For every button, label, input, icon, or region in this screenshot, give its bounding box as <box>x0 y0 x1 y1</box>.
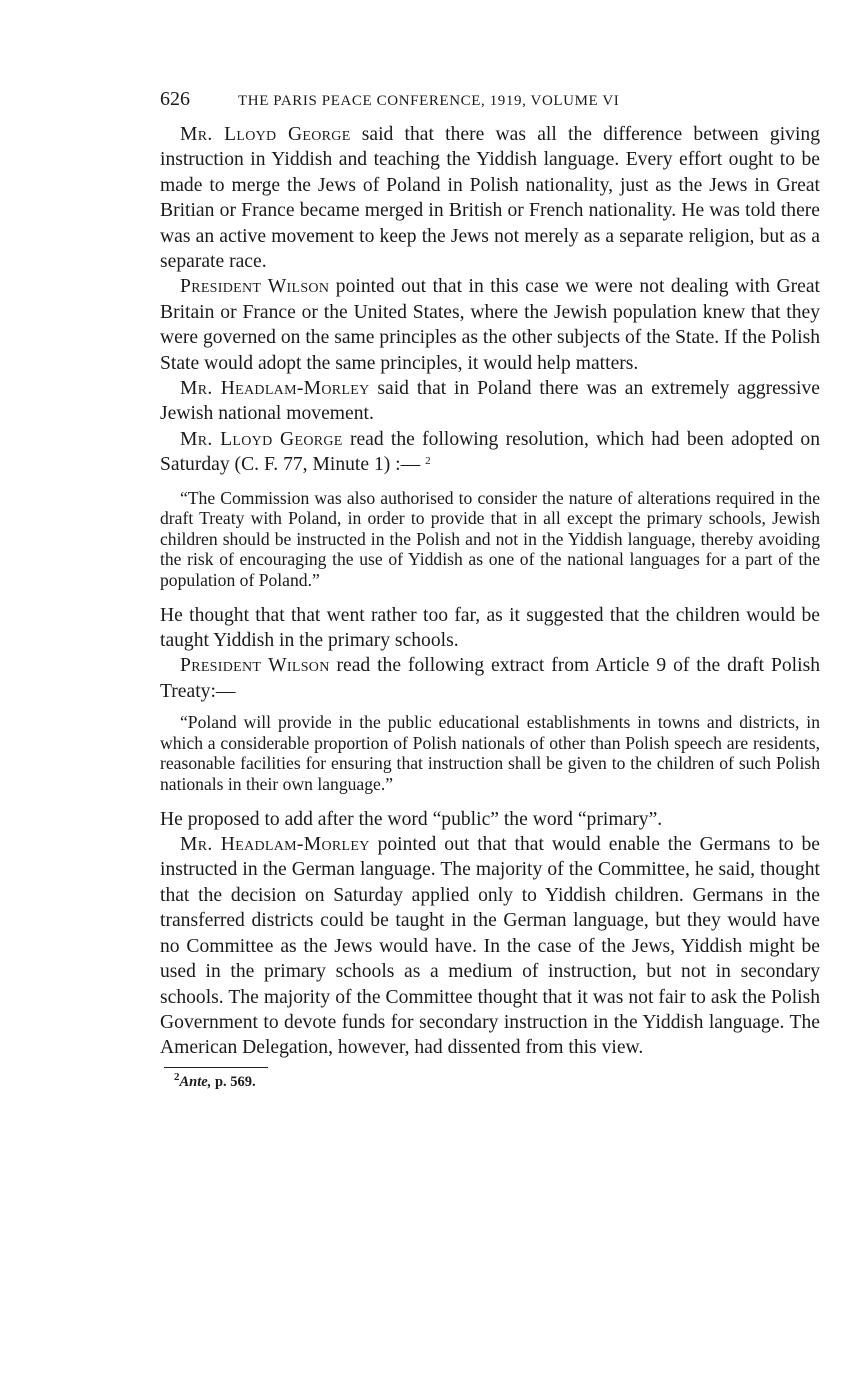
paragraph-lloyd-george-1 <box>160 122 820 274</box>
paragraph-text: pointed out that that would enable the Germans to be instructed in the German language. The majority of the Committee, he said, thought that the decision on Saturday applied only to Yiddish children. Germans in the transferred districts could be taught in the German language, but they would have no Committee as the Jews would have. In the case of the Jews, Yiddish might be used in the primary schools as a medium of instruction, but not in secondary schools. The majority of the Committee thought that it was not fair to ask the Polish Government to devote funds for secondary instruction in the Yiddish language. The American Delegation, however, had dissented from this view. <box>160 834 820 1059</box>
paragraph-headlam-morley-1 <box>160 376 820 427</box>
footnote-divider <box>164 1067 268 1068</box>
footnote-reference[interactable]: 2 <box>425 455 431 468</box>
paragraph-text: said that in Poland there was an extremely aggressive Jewish national movement. <box>160 378 820 425</box>
paragraph-text: said that there was all the difference between giving instruction in Yiddish and teaching the Yiddish language. Every effort ought to be made to merge the Jews of Poland in Polish nationality, just as the Jews in Great Britian or France became merged in British or French nationality. He was told there was an active movement to keep the Jews not merely as a separate religion, but as a separate race. <box>160 124 820 273</box>
block-quote-article-9: “Poland will provide in the public educational establishments in towns and districts, in which a considerable proportion of Polish nationals of other than Polish speech are residents, reasonable facilities for ensuring that instruction shall be given to the children of such Polish nationals in their own language.” <box>160 712 820 795</box>
page-number: 626 <box>160 88 190 110</box>
paragraph-continuation-2: He proposed to add after the word “public” the word “primary”. <box>160 808 663 830</box>
footnote <box>174 1070 820 1091</box>
speaker-name: Mr. Headlam-Morley <box>180 378 370 400</box>
block-quote-resolution: “The Commission was also authorised to consider the nature of alterations required in the draft Treaty with Poland, in order to provide that in all except the primary schools, Jewish children should be instructed in the Polish and not in the Yiddish language, thereby avoiding the risk of encouraging the use of Yiddish as one of the national languages for a part of the population of Poland.” <box>160 487 820 591</box>
speaker-name: President Wilson <box>180 655 330 677</box>
footnote-marker: 2 <box>174 1070 180 1083</box>
paragraph-lloyd-george-2 <box>160 427 820 478</box>
speaker-name: President Wilson <box>180 276 330 298</box>
paragraph-wilson-2 <box>160 653 820 704</box>
speaker-name: Mr. Lloyd George <box>180 428 343 450</box>
footnote-page: p. 569. <box>211 1073 256 1090</box>
footnote-source: Ante, <box>179 1073 212 1090</box>
speaker-name: Mr. Headlam-Morley <box>180 834 370 856</box>
page-header <box>160 88 820 122</box>
paragraph-text: read the following resolution, which had been adopted on Saturday (C. F. 77, Minute 1) :— <box>160 428 820 476</box>
paragraph-wilson-1 <box>160 274 820 376</box>
paragraph-headlam-morley-2 <box>160 832 820 1061</box>
speaker-name: Mr. Lloyd George <box>180 124 351 145</box>
running-head: THE PARIS PEACE CONFERENCE, 1919, VOLUME VI <box>238 93 620 109</box>
paragraph-text: read the following extract from Article 9 of the draft Polish Treaty:— <box>160 655 820 702</box>
document-page <box>160 88 820 1091</box>
paragraph-text: pointed out that in this case we were not dealing with Great Britain or France or the United States, where the Jewish population knew that they were governed on the same principles as the other subjects of the State. If the Polish State would adopt the same principles, it would help matters. <box>160 276 820 374</box>
paragraph-continuation-1: He thought that that went rather too far, as it suggested that the children would be taught Yiddish in the primary schools. <box>160 604 820 652</box>
